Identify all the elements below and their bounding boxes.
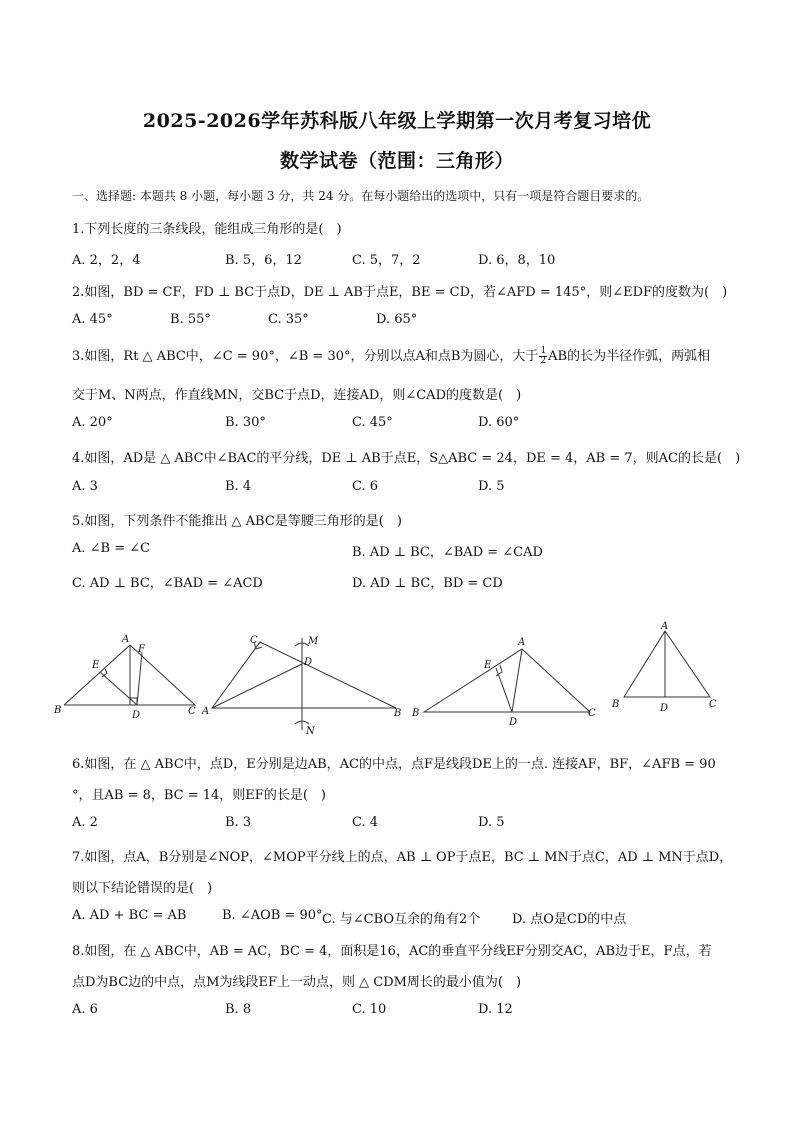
page-subtitle: 数学试卷（范围：三角形） (279, 150, 514, 172)
question-6-stem-line2: °，且AB = 8，BC = 14，则EF的长是( ) (72, 788, 326, 803)
q1-option-c: C. 5，7，2 (352, 253, 421, 268)
fig2-label-c: C (250, 635, 258, 646)
q4-option-a: A. 3 (72, 479, 98, 494)
fig2-label-b: B (394, 708, 402, 719)
question-3-stem (72, 345, 710, 366)
q6-option-a: A. 2 (72, 815, 98, 830)
question-7-stem: 7.如图，点A，B分别是∠NOP，∠MOP平分线上的点，AB ⊥ OP于点E，BC ⊥ MN于点C，AD ⊥ MN于点D， (72, 850, 733, 865)
fig1-label-e: E (92, 660, 100, 671)
q3-fraction: $\frac{1}{2}$ (540, 346, 547, 366)
q3-option-d: D. 60° (478, 415, 520, 430)
figure-4 (608, 618, 728, 718)
question-3-stem-line2: 交于M、N两点，作直线MN，交BC于点D，连接AD，则∠CAD的度数是( ) (72, 388, 522, 403)
q1-option-d: D. 6，8，10 (478, 253, 556, 268)
q8-option-d: D. 12 (478, 1002, 513, 1017)
fig2-label-a: A (202, 706, 210, 717)
q5-option-d: D. AD ⊥ BC，BD = CD (352, 576, 503, 591)
q6-option-b: B. 3 (225, 815, 252, 830)
fig3-label-b: B (412, 708, 420, 719)
fig1-label-a: A (122, 634, 130, 645)
fig2-label-d: D (304, 657, 313, 668)
q3-option-b: B. 30° (225, 415, 266, 430)
q4-option-d: D. 5 (478, 479, 505, 494)
fig2-label-n: N (306, 726, 315, 735)
figure-2 (200, 630, 410, 735)
fig1-label-d: D (132, 710, 141, 721)
question-5-stem: 5.如图，下列条件不能推出 △ ABC是等腰三角形的是( ) (72, 514, 402, 529)
q5-option-a: A. ∠B = ∠C (72, 541, 151, 556)
q7-option-a: A. AD + BC = AB (72, 908, 187, 923)
question-2-stem: 2.如图，BD = CF，FD ⊥ BC于点D，DE ⊥ AB于点E，BE = CD，若∠AFD = 145°，则∠EDF的度数为( ) (72, 285, 728, 300)
q3-option-a: A. 20° (72, 415, 113, 430)
fig1-label-b: B (54, 705, 62, 716)
fig4-label-a: A (661, 621, 669, 632)
question-7-stem-line2: 则以下结论错误的是( ) (72, 881, 213, 896)
question-1-stem: 1.下列长度的三条线段，能组成三角形的是( ) (72, 222, 342, 237)
q3-option-c: C. 45° (352, 415, 393, 430)
fig3-label-e: E (484, 660, 492, 671)
q6-option-c: C. 4 (352, 815, 379, 830)
section-instruction: 一、选择题: 本题共 8 小题，每小题 3 分，共 24 分。在每小题给出的选项中，只有一项是符合题目要求的。 (72, 189, 650, 203)
q5-option-c: C. AD ⊥ BC，∠BAD = ∠ACD (72, 576, 263, 591)
q3-stem-part1: 3.如图，Rt △ ABC中，∠C = 90°，∠B = 30°，分别以点A和点B为圆心，大于 (72, 349, 539, 364)
q2-option-d: D. 65° (376, 312, 418, 327)
q3-stem-part2: AB的长为半径作弧，两弧相 (548, 349, 711, 364)
q6-option-d: D. 5 (478, 815, 505, 830)
fig4-label-d: D (660, 703, 669, 714)
q1-option-b: B. 5，6，12 (225, 253, 302, 268)
fig3-label-d: D (509, 717, 518, 727)
q1-option-a: A. 2，2，4 (72, 253, 141, 268)
page-title: 2025-2026学年苏科版八年级上学期第一次月考复习培优 (142, 110, 652, 132)
q2-option-c: C. 35° (268, 312, 309, 327)
question-8-stem: 8.如图，在 △ ABC中，AB = AC，BC = 4，面积是16，AC的垂直平分线EF分别交AC，AB边于E，F点，若 (72, 944, 712, 959)
question-4-stem: 4.如图，AD是 △ ABC中∠BAC的平分线，DE ⊥ AB于点E，S△ABC = 24，DE = 4，AB = 7，则AC的长是( ) (72, 451, 741, 466)
figure-3 (412, 632, 602, 727)
q8-option-a: A. 6 (72, 1002, 98, 1017)
q2-option-a: A. 45° (72, 312, 113, 327)
fig3-label-a: A (518, 637, 526, 648)
q2-option-b: B. 55° (170, 312, 211, 327)
q8-option-b: B. 8 (225, 1002, 252, 1017)
q5-option-b: B. AD ⊥ BC，∠BAD = ∠CAD (352, 545, 543, 560)
q4-option-c: C. 6 (352, 479, 379, 494)
q7-option-c: C. 与∠CBO互余的角有2个 (322, 912, 481, 927)
fig2-label-m: M (308, 636, 319, 647)
q4-option-b: B. 4 (225, 479, 252, 494)
figure-1 (52, 630, 210, 725)
fig4-label-b: B (612, 699, 620, 710)
fig1-label-c: C (188, 706, 196, 717)
fig3-label-c: C (588, 708, 596, 719)
q7-option-d: D. 点O是CD的中点 (512, 912, 627, 927)
q7-option-b: B. ∠AOB = 90° (222, 908, 323, 923)
fig1-label-f: F (138, 644, 145, 655)
fig4-label-c: C (709, 699, 717, 710)
question-6-stem: 6.如图，在 △ ABC中，点D，E分别是边AB，AC的中点，点F是线段DE上的一点. 连接AF，BF，∠AFB = 90 (72, 757, 716, 772)
q8-option-c: C. 10 (352, 1002, 387, 1017)
question-8-stem-line2: 点D为BC边的中点，点M为线段EF上一动点，则 △ CDM周长的最小值为( ) (72, 975, 522, 990)
